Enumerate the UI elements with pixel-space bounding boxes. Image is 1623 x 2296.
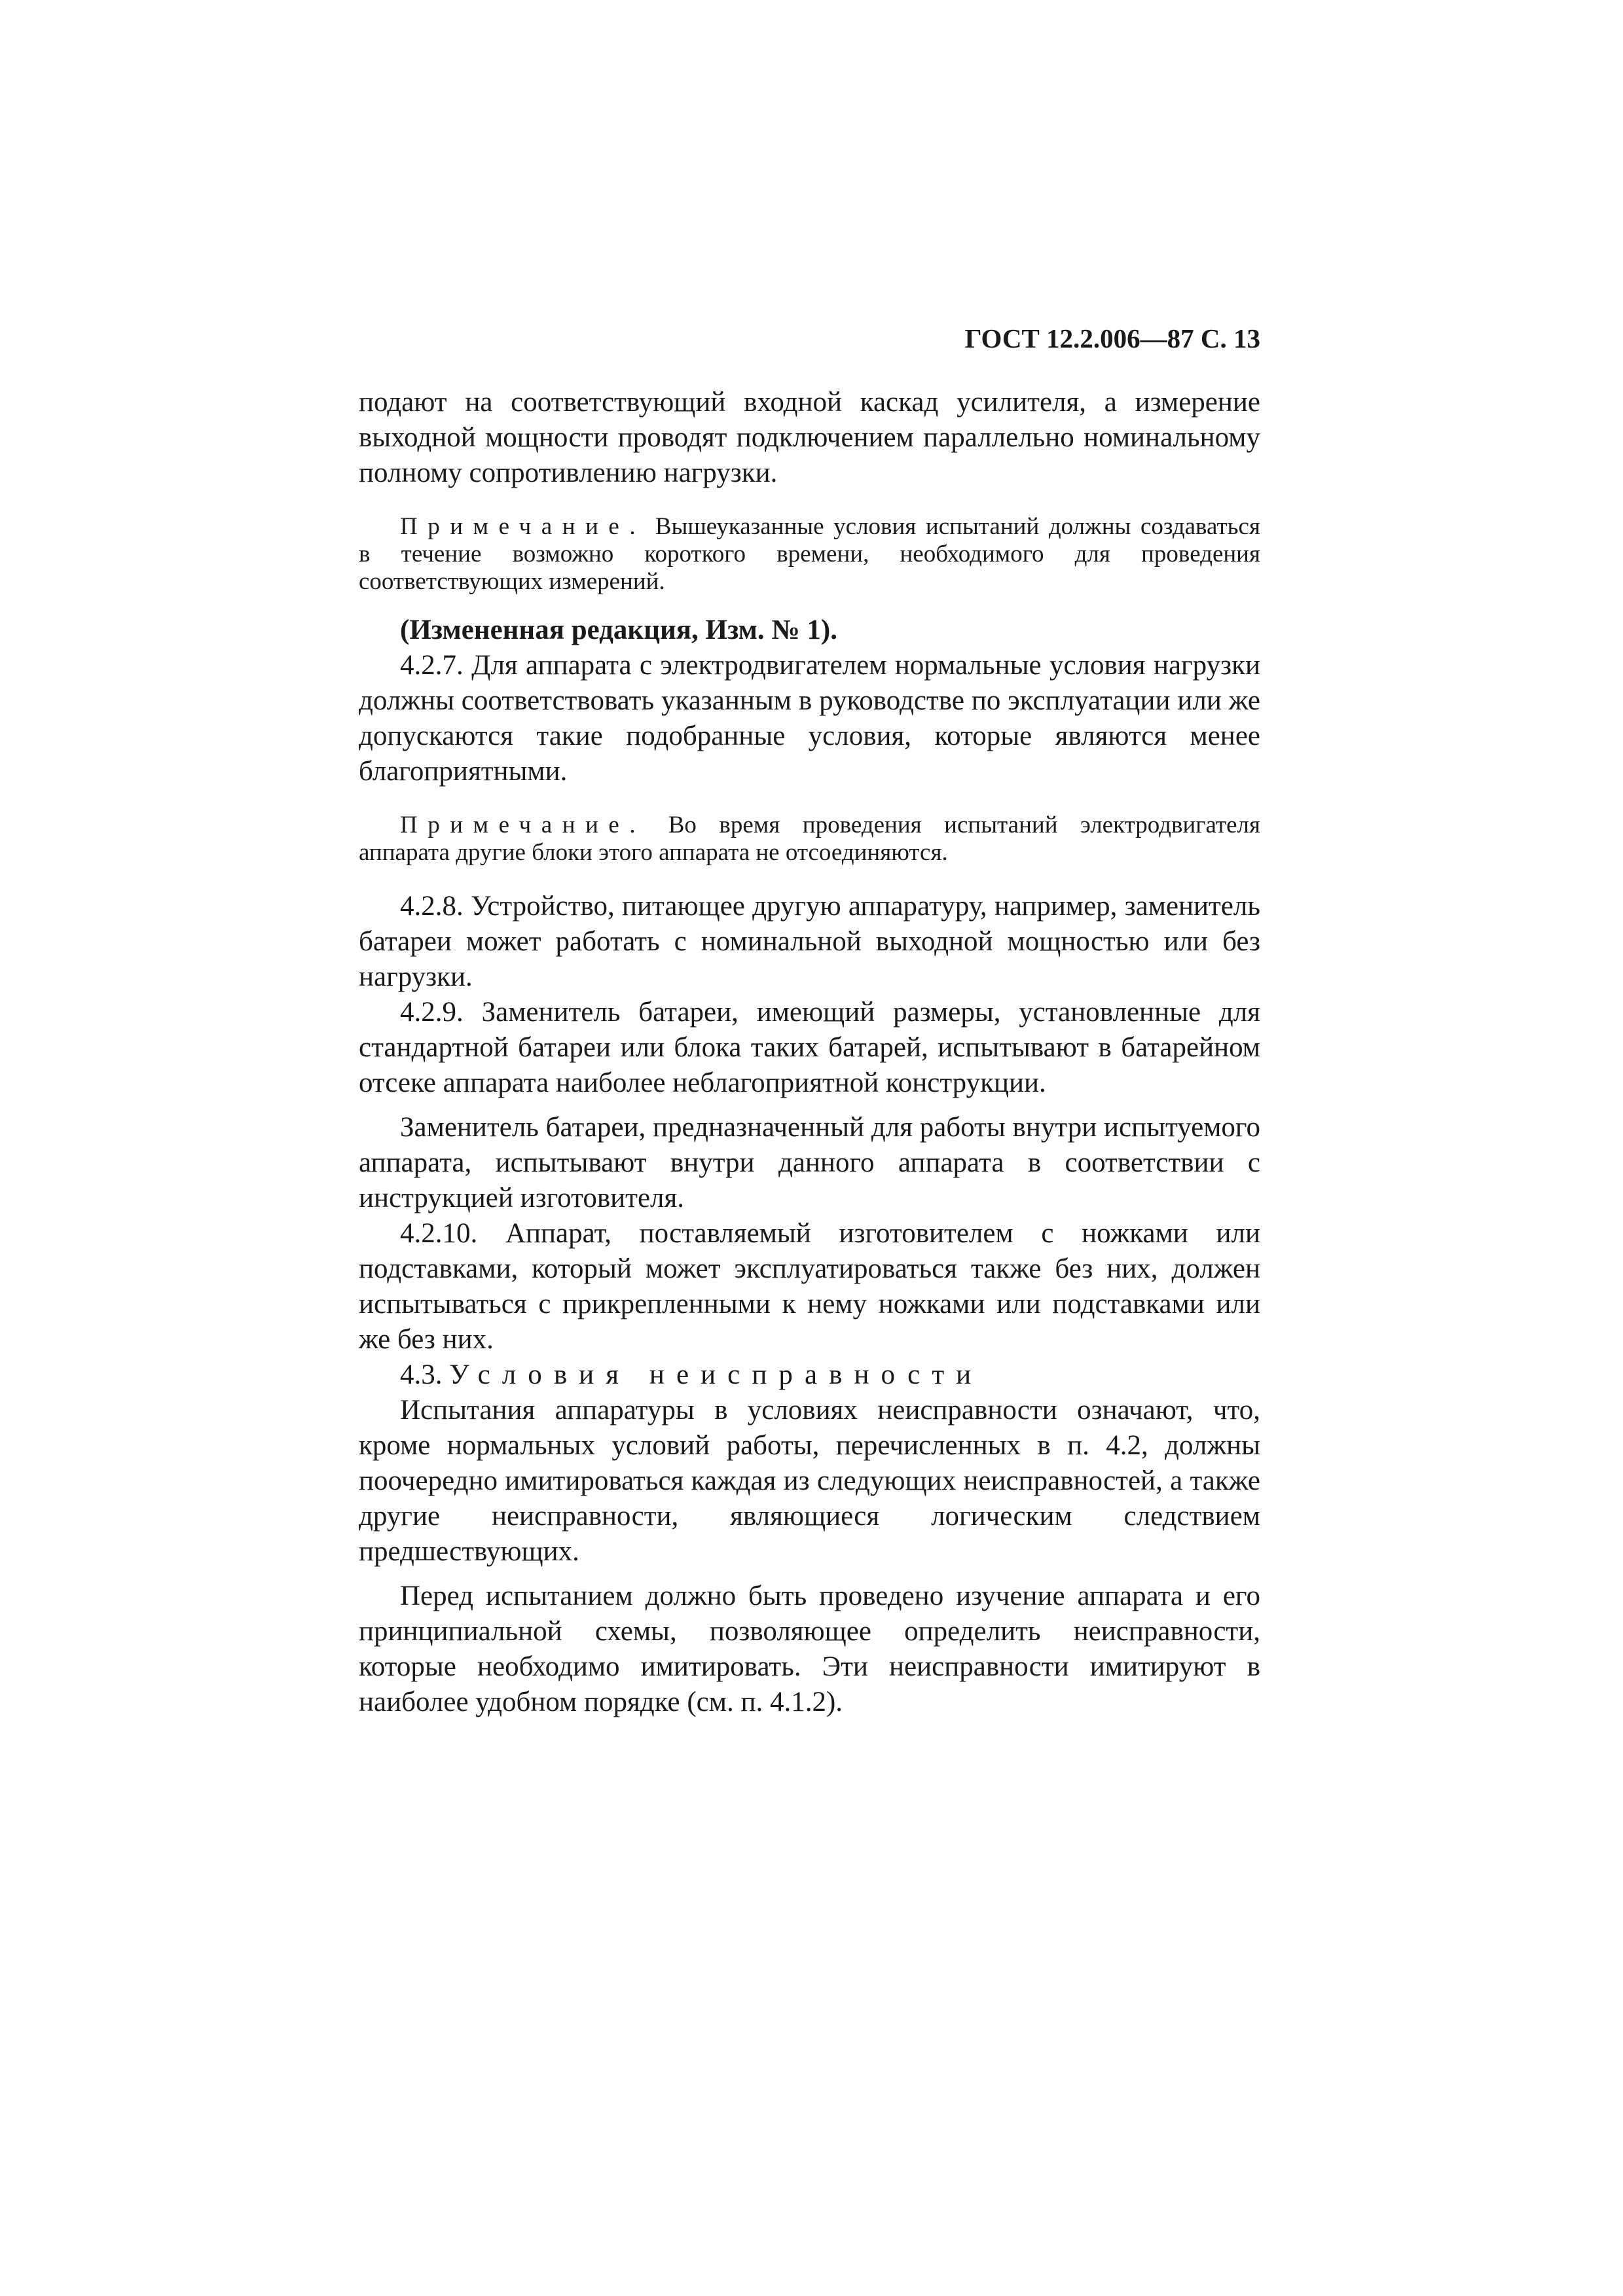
document-body bbox=[359, 385, 1260, 1720]
clause-4-2-10: 4.2.10. Аппарат, поставляемый изготовителем с ножками или подставками, который может эксплуатироваться также без них, должен испытываться с прикрепленными к нему ножками или подставками или же без них. bbox=[359, 1218, 1260, 1355]
clause-4-3-paragraph-2: Перед испытанием должно быть проведено изучение аппарата и его принципиальной схемы, позволяющее определить неисправности, которые необходимо имитировать. Эти неисправности имитируют в наиболее удобном порядке (см. п. 4.1.2). bbox=[359, 1581, 1260, 1717]
section-4-3-heading bbox=[359, 1357, 1260, 1393]
section-4-3-title: Условия неисправности bbox=[449, 1359, 983, 1390]
clause-4-3-paragraph-1: Испытания аппаратуры в условиях неисправности означают, что, кроме нормальных условий работы, перечисленных в п. 4.2, должны поочередно имитироваться каждая из следующих неисправностей, а также другие неисправности, являющиеся логическим следствием предшествующих. bbox=[359, 1395, 1260, 1567]
note-2-text: Во время проведения испытаний электродвигателя аппарата другие блоки этого аппарата не отсоединяются. bbox=[359, 812, 1260, 866]
amendment-note: (Измененная редакция, Изм. № 1). bbox=[400, 615, 837, 645]
note-1-label: Примечание. bbox=[400, 513, 646, 540]
clause-4-2-9: 4.2.9. Заменитель батареи, имеющий размеры, установленные для стандартной батареи или блока таких батарей, испытывают в батарейном отсеке аппарата наиболее неблагоприятной конструкции. bbox=[359, 997, 1260, 1098]
clause-4-2-8: 4.2.8. Устройство, питающее другую аппаратуру, например, заменитель батареи может работать с номинальной выходной мощностью или без нагрузки. bbox=[359, 891, 1260, 992]
paragraph-continuation: подают на соответствующий входной каскад усилителя, а измерение выходной мощности проводят подключением параллельно номинальному полному сопротивлению нагрузки. bbox=[359, 387, 1260, 488]
note-1-text: Вышеуказанные условия испытаний должны создаваться в течение возможно короткого времени, необходимого для проведения соответствующих измерений. bbox=[359, 513, 1260, 595]
note-1 bbox=[359, 513, 1260, 596]
page-header: ГОСТ 12.2.006—87 С. 13 bbox=[964, 323, 1260, 353]
note-2-label: Примечание. bbox=[400, 812, 646, 838]
clause-4-2-7: 4.2.7. Для аппарата с электродвигателем нормальные условия нагрузки должны соответствовать указанным в руководстве по эксплуатации или же допускаются такие подобранные условия, которые являются менее благоприятными. bbox=[359, 650, 1260, 787]
section-4-3-number: 4.3. bbox=[400, 1359, 450, 1390]
clause-4-2-9-continued: Заменитель батареи, предназначенный для работы внутри испытуемого аппарата, испытывают внутри данного аппарата в соответствии с инструкцией изготовителя. bbox=[359, 1112, 1260, 1213]
note-2 bbox=[359, 812, 1260, 867]
